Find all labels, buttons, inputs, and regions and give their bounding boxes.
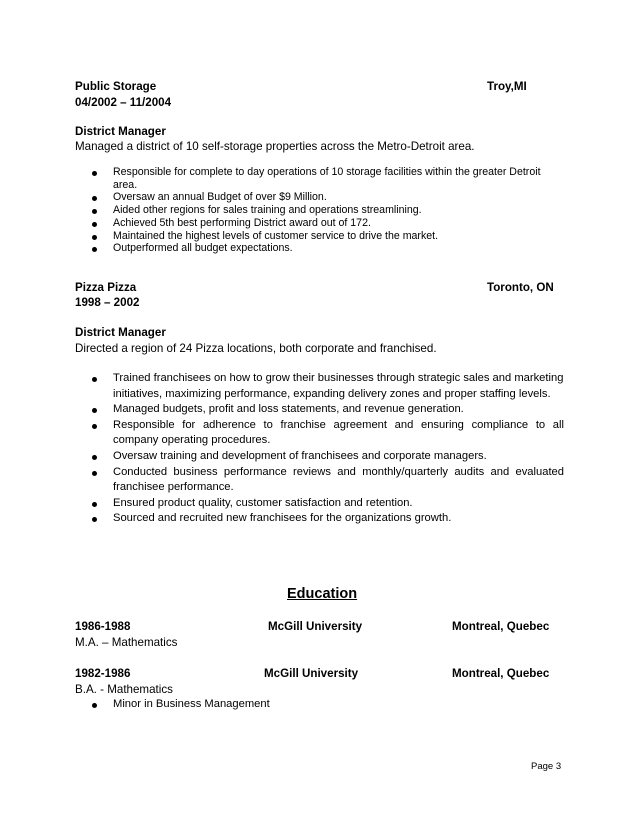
list-item: Managed budgets, profit and loss statements, and revenue generation.: [75, 402, 564, 418]
list-item: Trained franchisees on how to grow their businesses through strategic sales and marketing initiatives, maximizing performance, expanding delivery zones and proper staffing levels.: [75, 371, 564, 402]
list-item: Outperformed all budget expectations.: [75, 242, 564, 255]
bullet-icon: [92, 703, 97, 708]
job-title: District Manager: [75, 326, 166, 339]
bullet-icon: [92, 209, 97, 214]
bullet-icon: [92, 235, 97, 240]
list-item: Ensured product quality, customer satisfaction and retention.: [75, 496, 564, 512]
bullet-icon: [92, 247, 97, 252]
list-item: Minor in Business Management: [75, 697, 564, 713]
page-number: Page 3: [531, 761, 562, 772]
list-item: Maintained the highest levels of customer service to drive the market.: [75, 230, 564, 243]
list-item: Oversaw an annual Budget of over $9 Million.: [75, 191, 564, 204]
company-name: Public Storage: [75, 80, 157, 93]
job-summary: Directed a region of 24 Pizza locations, both corporate and franchised.: [75, 342, 437, 355]
company-location: Toronto, ON: [487, 281, 554, 294]
education-location: Montreal, Quebec: [452, 667, 550, 680]
education-school: McGill University: [268, 620, 363, 633]
company-location: Troy,MI: [487, 80, 527, 93]
bullet-icon: [92, 408, 97, 413]
bullet-icon: [92, 196, 97, 201]
job-bullet-list: [75, 371, 564, 527]
list-item: Responsible for adherence to franchise agreement and ensuring compliance to all company operating procedures.: [75, 418, 564, 449]
bullet-icon: [92, 502, 97, 507]
job-bullet-list: [75, 166, 564, 255]
job-title: District Manager: [75, 125, 166, 138]
bullet-icon: [92, 377, 97, 382]
education-degree: M.A. – Mathematics: [75, 636, 178, 649]
section-heading: Education: [287, 586, 358, 602]
list-item: Sourced and recruited new franchisees for the organizations growth.: [75, 511, 564, 527]
job-dates: 04/2002 – 11/2004: [75, 96, 172, 109]
education-bullet-list: [75, 697, 564, 713]
bullet-icon: [92, 222, 97, 227]
list-item: Achieved 5th best performing District award out of 172.: [75, 217, 564, 230]
bullet-icon: [92, 517, 97, 522]
list-item: Oversaw training and development of franchisees and corporate managers.: [75, 449, 564, 465]
job-summary: Managed a district of 10 self-storage properties across the Metro-Detroit area.: [75, 140, 475, 153]
list-item: Responsible for complete to day operations of 10 storage facilities within the greater Detroit area.: [75, 166, 564, 191]
list-item: Aided other regions for sales training and operations streamlining.: [75, 204, 564, 217]
bullet-icon: [92, 424, 97, 429]
company-name: Pizza Pizza: [75, 281, 137, 294]
education-school: McGill University: [264, 667, 359, 680]
education-years: 1986-1988: [75, 620, 131, 633]
list-item: Conducted business performance reviews and monthly/quarterly audits and evaluated franchisee performance.: [75, 465, 564, 496]
education-years: 1982-1986: [75, 667, 131, 680]
education-degree: B.A. - Mathematics: [75, 683, 173, 696]
bullet-icon: [92, 471, 97, 476]
education-location: Montreal, Quebec: [452, 620, 550, 633]
bullet-icon: [92, 171, 97, 176]
bullet-icon: [92, 455, 97, 460]
job-dates: 1998 – 2002: [75, 296, 140, 309]
